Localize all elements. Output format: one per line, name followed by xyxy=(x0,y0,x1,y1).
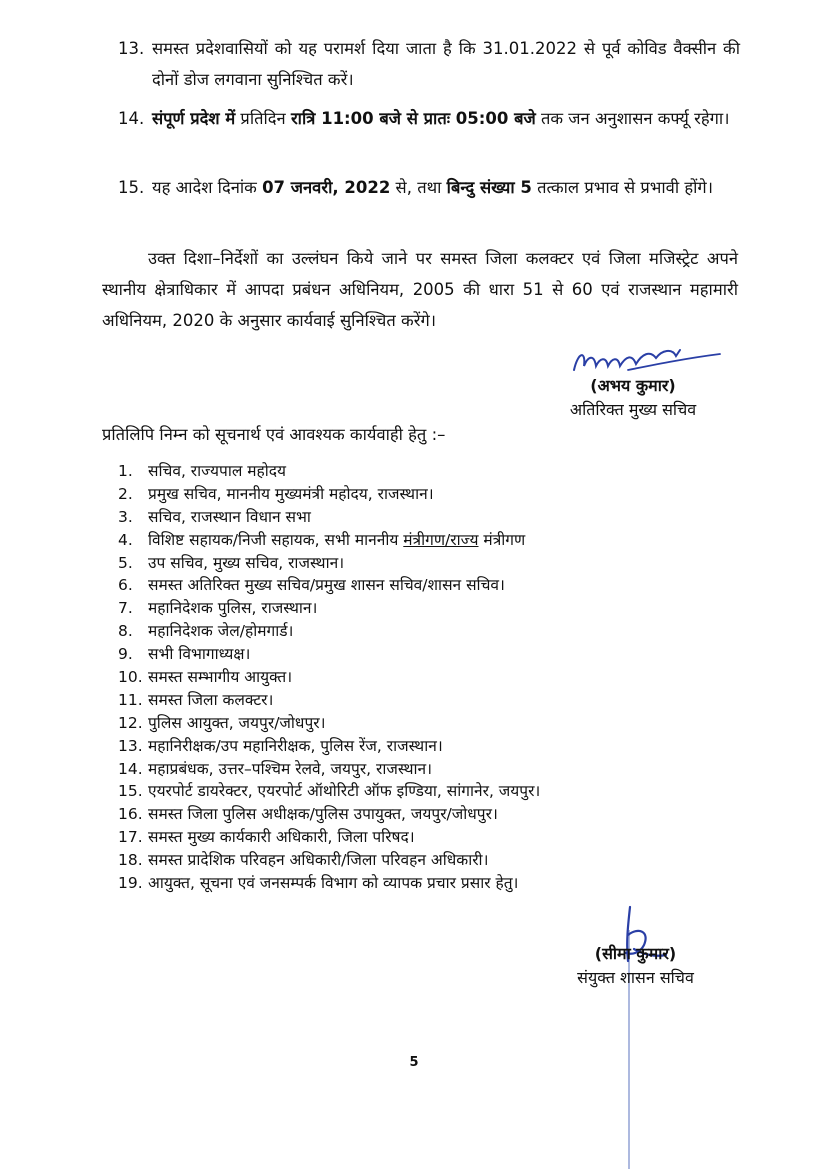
list-item xyxy=(118,872,540,895)
list-item-text: महानिदेशक जेल/होमगार्ड। xyxy=(148,622,294,641)
signatory-1-name: (अभय कुमार) xyxy=(590,376,676,395)
list-item-tail-text: मंत्रीगण xyxy=(478,530,526,549)
list-item xyxy=(118,826,540,849)
list-item xyxy=(118,643,540,666)
copy-recipient-list xyxy=(118,460,540,895)
point-13 xyxy=(120,33,740,95)
point-text-bold: बिन्दु संख्या 5 xyxy=(446,178,532,197)
list-item-text: एयरपोर्ट डायरेक्टर, एयरपोर्ट ऑथोरिटी ऑफ इण्डिया, सांगानेर, जयपुर। xyxy=(148,782,541,801)
signatory-2 xyxy=(558,942,713,990)
list-item-number: 5. xyxy=(118,553,133,572)
list-item xyxy=(118,803,540,826)
signatory-1 xyxy=(548,374,718,422)
list-item-text: महानिरीक्षक/उप महानिरीक्षक, पुलिस रेंज, राजस्थान। xyxy=(148,736,443,755)
list-item-number: 8. xyxy=(118,622,133,641)
point-text-segment: से, तथा xyxy=(390,178,447,197)
list-item xyxy=(118,552,540,575)
list-item-underlined-text: मंत्रीगण/राज्य xyxy=(403,530,479,549)
list-item xyxy=(118,712,540,735)
list-item-text: उप सचिव, मुख्य सचिव, राजस्थान। xyxy=(148,553,345,572)
point-number: 14. xyxy=(118,109,145,128)
list-item xyxy=(118,620,540,643)
point-text xyxy=(152,103,740,134)
list-item-text: आयुक्त, सूचना एवं जनसम्पर्क विभाग को व्यापक प्रचार प्रसार हेतु। xyxy=(148,874,519,893)
list-item xyxy=(118,666,540,689)
list-item-text: सचिव, राज्यपाल महोदय xyxy=(148,462,287,480)
list-item-number: 14. xyxy=(118,759,143,778)
list-item-text: सचिव, राजस्थान विधान सभा xyxy=(148,507,311,526)
list-item-number: 11. xyxy=(118,690,143,709)
point-text-segment: समस्त प्रदेशवासियों को यह परामर्श दिया जाता है कि 31.01.2022 से पूर्व कोविड वैक्सीन की दोनों डोज लगवाना सुनिश्चित करें। xyxy=(152,39,740,89)
list-item-number: 3. xyxy=(118,507,133,526)
list-item-number: 13. xyxy=(118,736,143,755)
list-item-text: समस्त जिला पुलिस अधीक्षक/पुलिस उपायुक्त, जयपुर/जोधपुर। xyxy=(148,805,498,824)
list-item xyxy=(118,780,540,803)
list-item xyxy=(118,529,540,552)
list-item xyxy=(118,460,540,483)
list-item-number: 19. xyxy=(118,874,143,893)
list-item-text: समस्त अतिरिक्त मुख्य सचिव/प्रमुख शासन सचिव/शासन सचिव। xyxy=(148,576,505,595)
point-text-bold: रात्रि 11:00 बजे से प्रातः 05:00 बजे xyxy=(290,109,536,128)
directive-paragraph: उक्त दिशा–निर्देशों का उल्लंघन किये जाने पर समस्त जिला कलक्टर एवं जिला मजिस्ट्रेट अपने स्थानीय क्षेत्राधिकार में आपदा प्रबंधन अधिनियम, 2005 की धारा 51 से 60 एवं राजस्थान महामारी अधिनियम, 2020 के अनुसार कार्यवाई सुनिश्चित करेंगे। xyxy=(102,249,738,330)
list-item-number: 16. xyxy=(118,805,143,824)
point-text xyxy=(152,33,740,95)
list-item-text: महाप्रबंधक, उत्तर–पश्चिम रेलवे, जयपुर, राजस्थान। xyxy=(148,759,432,778)
list-item-text: प्रमुख सचिव, माननीय मुख्यमंत्री महोदय, राजस्थान। xyxy=(148,484,434,503)
point-number: 13. xyxy=(118,39,145,58)
point-text-segment: तत्काल प्रभाव से प्रभावी होंगे। xyxy=(531,178,713,197)
list-item-text: समस्त मुख्य कार्यकारी अधिकारी, जिला परिषद। xyxy=(148,828,415,847)
list-item xyxy=(118,849,540,872)
list-item-number: 1. xyxy=(118,462,133,480)
point-text-segment: प्रतिदिन xyxy=(235,109,291,128)
list-item-text: विशिष्ट सहायक/निजी सहायक, सभी माननीय xyxy=(148,530,404,549)
list-item-number: 9. xyxy=(118,645,133,664)
list-item-text: समस्त जिला कलक्टर। xyxy=(148,690,274,709)
list-item-text: महानिदेशक पुलिस, राजस्थान। xyxy=(148,599,318,618)
list-item-number: 6. xyxy=(118,576,133,595)
signatory-2-designation: संयुक्त शासन सचिव xyxy=(577,968,694,987)
point-number: 15. xyxy=(118,178,145,197)
signatory-1-designation: अतिरिक्त मुख्य सचिव xyxy=(569,400,697,419)
signatory-2-name: (सीमा कुमार) xyxy=(594,944,677,963)
list-item xyxy=(118,597,540,620)
point-text-segment: तक जन अनुशासन कर्फ्यू रहेगा। xyxy=(535,109,730,128)
copy-heading: प्रतिलिपि निम्न को सूचनार्थ एवं आवश्यक कार्यवाही हेतु :– xyxy=(102,425,446,444)
point-text-bold: संपूर्ण प्रदेश में xyxy=(152,109,236,128)
point-15 xyxy=(120,172,740,203)
list-item xyxy=(118,689,540,712)
point-text-segment: यह आदेश दिनांक xyxy=(152,178,263,197)
list-item xyxy=(118,758,540,781)
list-item-number: 17. xyxy=(118,828,143,847)
list-item xyxy=(118,735,540,758)
page-number: 5 xyxy=(409,1055,419,1070)
point-text xyxy=(152,172,740,203)
list-item-number: 15. xyxy=(118,782,143,801)
list-item-text: समस्त प्रादेशिक परिवहन अधिकारी/जिला परिवहन अधिकारी। xyxy=(148,851,489,870)
list-item-number: 18. xyxy=(118,851,143,870)
list-item xyxy=(118,574,540,597)
list-item-number: 2. xyxy=(118,484,133,503)
list-item-number: 12. xyxy=(118,713,143,732)
list-item-text: पुलिस आयुक्त, जयपुर/जोधपुर। xyxy=(148,713,326,732)
point-text-bold: 07 जनवरी, 2022 xyxy=(262,178,391,197)
point-14 xyxy=(120,103,740,134)
list-item-text: समस्त सम्भागीय आयुक्त। xyxy=(148,668,293,687)
list-item-number: 7. xyxy=(118,599,133,618)
list-item xyxy=(118,483,540,506)
list-item-number: 4. xyxy=(118,530,133,549)
list-item-text: सभी विभागाध्यक्ष। xyxy=(148,645,251,664)
list-item-number: 10. xyxy=(118,668,143,687)
list-item xyxy=(118,506,540,529)
